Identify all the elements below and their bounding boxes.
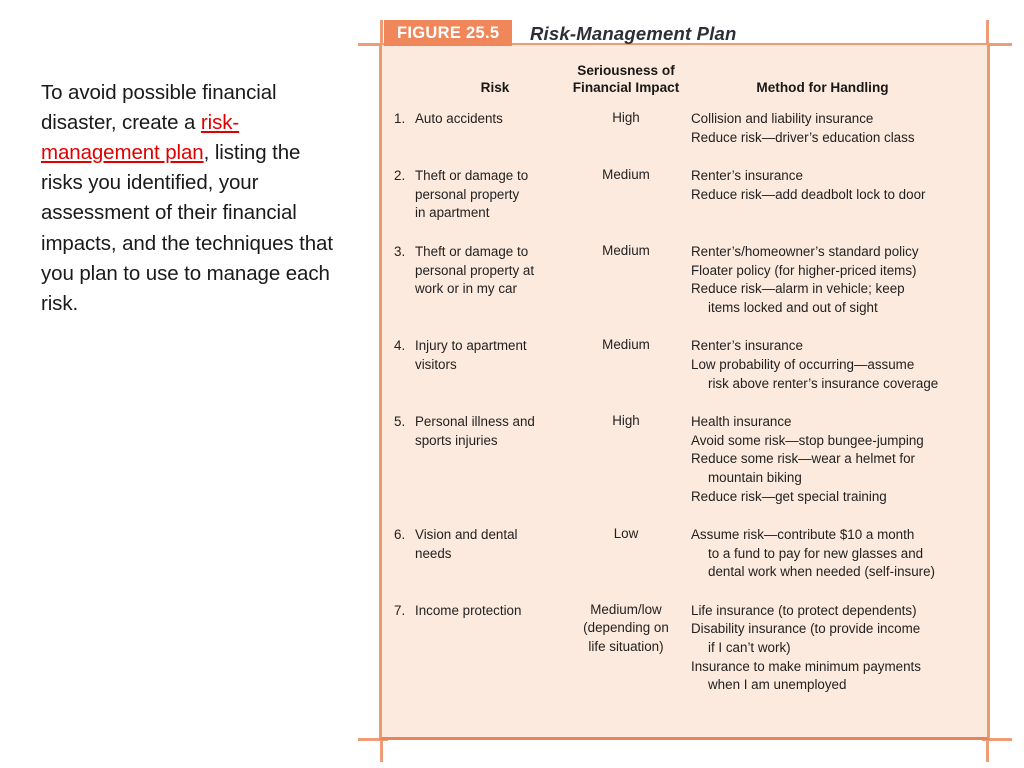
handling-method-line: mountain biking — [708, 469, 802, 485]
table-row — [392, 525, 977, 601]
risk-description-line: needs — [415, 545, 452, 561]
risk-description-line: Income protection — [415, 602, 522, 618]
risk-management-table-container — [382, 45, 987, 737]
financial-impact — [562, 601, 690, 714]
risk-description-line: personal property — [415, 186, 520, 202]
column-header-impact-line2: Financial Impact — [572, 80, 680, 95]
handling-method — [690, 109, 977, 166]
handling-method-line: items locked and out of sight — [708, 299, 878, 315]
row-number: 2. — [394, 168, 406, 184]
row-number: 5. — [394, 414, 406, 430]
handling-method — [690, 242, 977, 336]
financial-impact-line: Medium — [602, 167, 650, 183]
financial-impact — [562, 336, 690, 412]
handling-method-line: Reduce some risk—wear a helmet for — [691, 451, 916, 467]
financial-impact-line: (depending on — [583, 620, 669, 636]
financial-impact — [562, 242, 690, 336]
risk-description — [414, 336, 562, 412]
table-row — [392, 109, 977, 166]
risk-description-line: Auto accidents — [415, 111, 503, 126]
risk-management-table — [392, 62, 977, 714]
paragraph-text-before: To avoid possible financial disaster, create a — [41, 80, 277, 134]
table-row — [392, 166, 977, 242]
column-header-impact — [562, 62, 690, 109]
handling-method-line: Assume risk—contribute $10 a month — [691, 527, 915, 543]
risk-description — [414, 412, 562, 525]
figure-number-tab: FIGURE 25.5 — [384, 20, 512, 46]
table-row — [392, 336, 977, 412]
risk-description-line: sports injuries — [415, 432, 498, 448]
handling-method-line: Insurance to make minimum payments — [691, 658, 921, 674]
handling-method-line: risk above renter’s insurance coverage — [708, 375, 939, 391]
row-number: 6. — [394, 527, 406, 543]
figure-panel — [379, 43, 990, 740]
risk-description-line: visitors — [415, 356, 457, 372]
risk-description-line: in apartment — [415, 205, 490, 221]
lead-paragraph — [41, 78, 341, 320]
handling-method-line: Renter’s/homeowner’s standard policy — [691, 243, 919, 259]
risk-description-line: personal property at — [415, 262, 535, 278]
paragraph-text-after: , listing the risks you identified, your assessment of their financial impacts, and the techniques that you plan to use to manage each risk. — [41, 140, 333, 315]
financial-impact-line: High — [612, 413, 640, 429]
handling-method-line: Reduce risk—driver’s education class — [691, 129, 915, 145]
financial-impact — [562, 412, 690, 525]
handling-method-line: Avoid some risk—stop bungee-jumping — [691, 432, 924, 448]
handling-method-line: Reduce risk—add deadbolt lock to door — [691, 186, 926, 202]
risk-description-line: Theft or damage to — [415, 243, 529, 259]
risk-description — [414, 166, 562, 242]
risk-description-line: Theft or damage to — [415, 168, 529, 184]
financial-impact-line: Low — [613, 526, 639, 542]
financial-impact — [562, 109, 690, 166]
column-header-method: Method for Handling — [756, 80, 889, 95]
risk-description-line: Injury to apartment — [415, 338, 527, 354]
risk-description-line: Vision and dental — [415, 527, 518, 543]
financial-impact-line: life situation) — [588, 639, 664, 655]
risk-description — [414, 525, 562, 601]
handling-method-line: Renter’s insurance — [691, 338, 803, 354]
handling-method — [690, 412, 977, 525]
financial-impact-line: High — [612, 110, 640, 125]
handling-method — [690, 166, 977, 242]
handling-method-line: Collision and liability insurance — [691, 111, 874, 126]
table-row — [392, 601, 977, 714]
financial-impact — [562, 166, 690, 242]
handling-method-line: Health insurance — [691, 414, 792, 430]
handling-method-line: Low probability of occurring—assume — [691, 356, 915, 372]
handling-method-line: Reduce risk—get special training — [691, 488, 887, 504]
handling-method — [690, 336, 977, 412]
handling-method — [690, 525, 977, 601]
financial-impact — [562, 525, 690, 601]
handling-method-line: if I can’t work) — [708, 640, 791, 656]
row-number: 7. — [394, 602, 406, 618]
handling-method-line: Renter’s insurance — [691, 168, 803, 184]
handling-method-line: to a fund to pay for new glasses and — [708, 545, 924, 561]
table-header — [392, 62, 977, 109]
risk-description — [414, 109, 562, 166]
table-row — [392, 242, 977, 336]
table-header-row — [392, 62, 977, 109]
risk-description-line: Personal illness and — [415, 414, 535, 430]
handling-method — [690, 601, 977, 714]
handling-method-line: Life insurance (to protect dependents) — [691, 602, 917, 618]
column-header-number — [392, 62, 414, 109]
handling-method-line: when I am unemployed — [708, 677, 847, 693]
financial-impact-line: Medium — [602, 242, 650, 258]
financial-impact-line: Medium/low — [590, 601, 662, 617]
handling-method-line: Reduce risk—alarm in vehicle; keep — [691, 281, 905, 297]
table-row — [392, 412, 977, 525]
handling-method-line: dental work when needed (self-insure) — [708, 564, 936, 580]
column-header-risk: Risk — [480, 80, 510, 95]
risk-description-line: work or in my car — [415, 281, 517, 297]
risk-description — [414, 242, 562, 336]
row-number: 1. — [394, 111, 406, 126]
figure-title: Risk-Management Plan — [530, 23, 737, 44]
handling-method-line: Disability insurance (to provide income — [691, 621, 921, 637]
risk-description — [414, 601, 562, 714]
table-body — [392, 109, 977, 714]
risk-management-plan-link[interactable]: risk-management plan — [41, 110, 240, 164]
financial-impact-line: Medium — [602, 337, 650, 353]
handling-method-line: Floater policy (for higher-priced items) — [691, 262, 917, 278]
row-number: 4. — [394, 338, 406, 354]
column-header-impact-line1: Seriousness of — [577, 63, 675, 78]
row-number: 3. — [394, 243, 406, 259]
